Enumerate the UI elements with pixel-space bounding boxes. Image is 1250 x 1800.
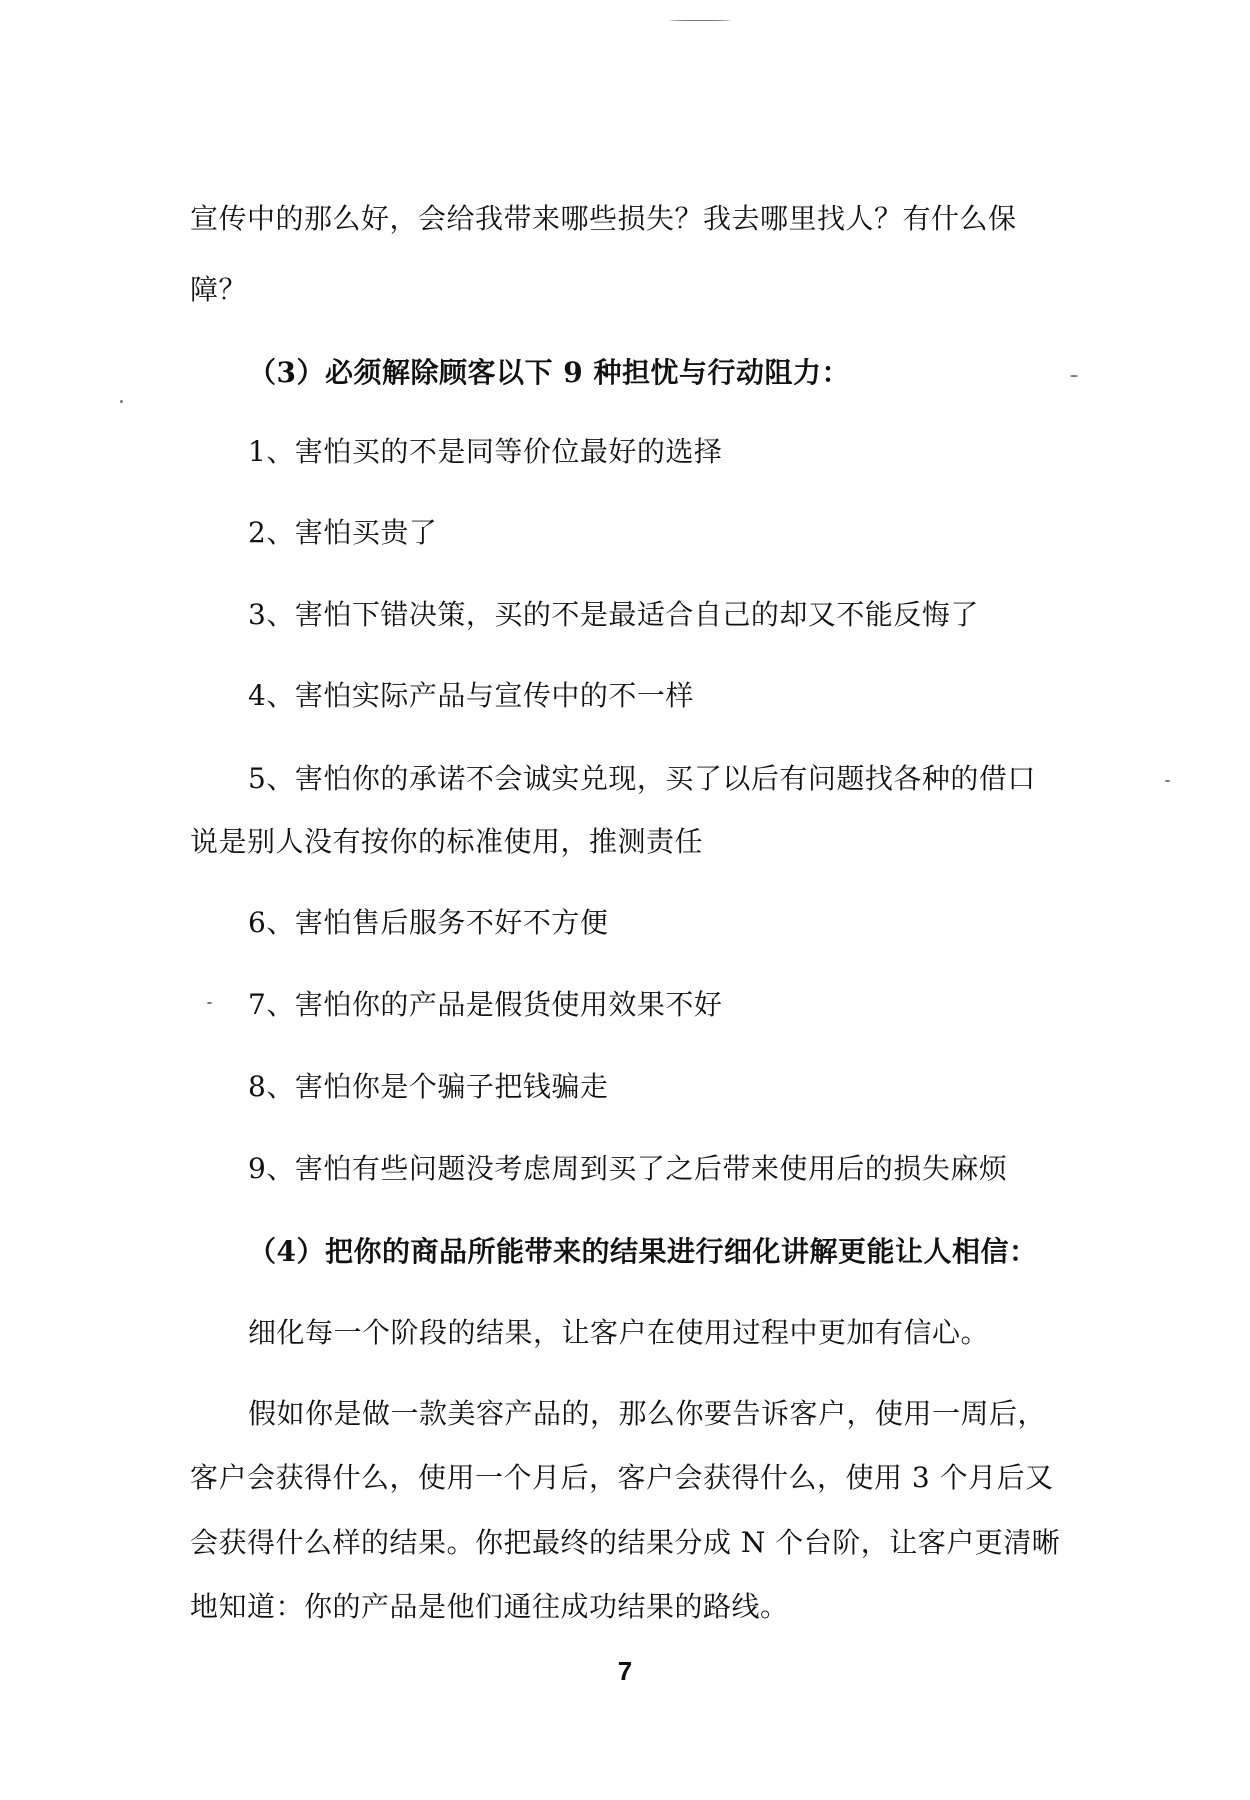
- paragraph-line: 宣传中的那么好，会给我带来哪些损失？我去哪里找人？有什么保: [190, 202, 1017, 235]
- scan-speck: [670, 20, 730, 21]
- scan-speck: [207, 1002, 212, 1004]
- list-item: 7、害怕你的产品是假货使用效果不好: [248, 988, 723, 1021]
- page-number: 7: [617, 1656, 633, 1686]
- scan-speck: [1070, 375, 1078, 377]
- paragraph-line: 会获得什么样的结果。你把最终的结果分成 N 个台阶，让客户更清晰: [190, 1526, 1061, 1559]
- list-item: 5、害怕你的承诺不会诚实兑现，买了以后有问题找各种的借口: [248, 762, 1036, 795]
- paragraph-line: 地知道：你的产品是他们通往成功结果的路线。: [190, 1590, 789, 1623]
- list-item: 4、害怕实际产品与宣传中的不一样: [248, 679, 694, 712]
- paragraph-line: 障？: [190, 273, 248, 306]
- list-item: 8、害怕你是个骗子把钱骗走: [248, 1070, 609, 1103]
- scan-speck: [1165, 780, 1170, 782]
- list-item: 2、害怕买贵了: [248, 516, 438, 549]
- section-heading: （4）把你的商品所能带来的结果进行细化讲解更能让人相信：: [248, 1235, 1038, 1268]
- paragraph-line: 假如你是做一款美容产品的，那么你要告诉客户，使用一周后，: [248, 1397, 1047, 1430]
- section-heading: （3）必须解除顾客以下 9 种担忧与行动阻力：: [248, 356, 850, 389]
- list-item: 6、害怕售后服务不好不方便: [248, 906, 609, 939]
- list-item-continuation: 说是别人没有按你的标准使用，推测责任: [190, 825, 704, 858]
- paragraph-line: 客户会获得什么，使用一个月后，客户会获得什么，使用 3 个月后又: [190, 1461, 1054, 1494]
- list-item: 3、害怕下错决策，买的不是最适合自己的却又不能反悔了: [248, 598, 979, 631]
- list-item: 9、害怕有些问题没考虑周到买了之后带来使用后的损失麻烦: [248, 1152, 1008, 1185]
- scan-speck: [120, 400, 123, 403]
- paragraph-line: 细化每一个阶段的结果，让客户在使用过程中更加有信心。: [248, 1316, 990, 1349]
- list-item: 1、害怕买的不是同等价位最好的选择: [248, 435, 723, 468]
